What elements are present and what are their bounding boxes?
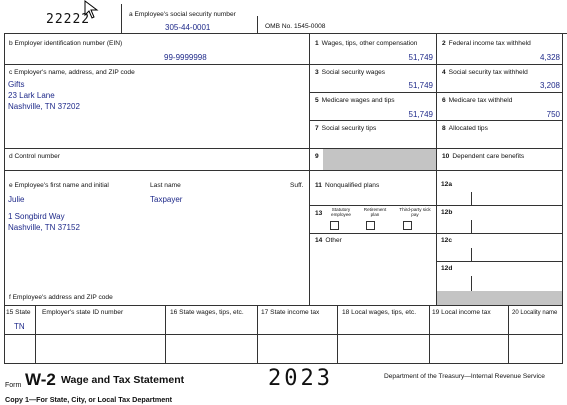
box-5-value[interactable]: 51,749 <box>408 110 433 119</box>
box-11-label: 11 Nonqualified plans <box>315 182 380 189</box>
box-16-label: 16 State wages, tips, etc. <box>170 309 244 316</box>
employer-street[interactable]: 23 Lark Lane <box>8 91 55 100</box>
box-10-label: 10 Dependent care benefits <box>442 153 525 160</box>
box-c-label: c Employer's name, address, and ZIP code <box>9 69 135 76</box>
irs-department: Department of the Treasury—Internal Revenue Service <box>384 373 545 380</box>
state-value[interactable]: TN <box>14 322 25 331</box>
box-12a-label: 12a <box>441 181 453 188</box>
third-party-sick-pay-checkbox[interactable] <box>403 221 412 230</box>
box-e-suff-label: Suff. <box>290 182 304 189</box>
retirement-plan-checkbox[interactable] <box>366 221 375 230</box>
box-8-label: 8 Allocated tips <box>442 125 488 132</box>
box-12-shaded <box>437 291 562 306</box>
box-e-label: e Employee's first name and initial <box>9 182 109 189</box>
box-9-shaded <box>323 149 436 170</box>
sickpay-label: Third-party sick pay <box>399 207 431 217</box>
box-5-label: 5 Medicare wages and tips <box>315 97 395 104</box>
employee-first-name[interactable]: Julie <box>8 195 25 204</box>
box-7-label: 7 Social security tips <box>315 125 377 132</box>
box-3-label: 3 Social security wages <box>315 69 386 76</box>
employee-city[interactable]: Nashville, TN 37152 <box>8 223 80 232</box>
box-15-id-label: Employer's state ID number <box>42 309 124 316</box>
mouse-cursor-icon <box>84 0 100 20</box>
box-1-value[interactable]: 51,749 <box>408 53 433 62</box>
box-2-label: 2 Federal income tax withheld <box>442 40 531 47</box>
box-b-label: b Employer identification number (EIN) <box>9 40 123 47</box>
box-3-value[interactable]: 51,749 <box>408 81 433 90</box>
box-15-state-label: 15 State <box>6 309 31 316</box>
form-title: Wage and Tax Statement <box>61 374 185 386</box>
box-a-value[interactable]: 305-44-0001 <box>165 23 211 32</box>
employee-street[interactable]: 1 Songbird Way <box>8 212 65 221</box>
box-e-last-label: Last name <box>150 182 181 189</box>
tax-year: 2023 <box>268 366 333 391</box>
box-19-label: 19 Local income tax <box>432 309 491 316</box>
box-d-label: d Control number <box>9 153 60 160</box>
box-6-value[interactable]: 750 <box>546 110 560 119</box>
box-14-label: 14 Other <box>315 237 342 244</box>
box-12d-label: 12d <box>441 265 453 272</box>
box-a-label: a Employee's social security number <box>129 11 236 18</box>
employer-name[interactable]: Gifts <box>8 80 25 89</box>
statutory-employee-checkbox[interactable] <box>330 221 339 230</box>
box-9-label: 9 <box>315 153 319 160</box>
box-2-value[interactable]: 4,328 <box>539 53 560 62</box>
retirement-label: Retirement plan <box>363 207 387 217</box>
box-4-value[interactable]: 3,208 <box>539 81 560 90</box>
box-17-label: 17 State income tax <box>261 309 320 316</box>
control-code: 22222 <box>46 12 91 27</box>
box-6-label: 6 Medicare tax withheld <box>442 97 513 104</box>
box-13-label: 13 <box>315 210 323 217</box>
statutory-label: Statutory employee <box>331 207 351 217</box>
box-12b-label: 12b <box>441 209 453 216</box>
box-f-label: f Employee's address and ZIP code <box>9 294 113 301</box>
box-12c-label: 12c <box>441 237 453 244</box>
employee-last-name[interactable]: Taxpayer <box>150 195 183 204</box>
employer-city[interactable]: Nashville, TN 37202 <box>8 102 80 111</box>
form-name: W-2 <box>25 370 56 389</box>
box-18-label: 18 Local wages, tips, etc. <box>342 309 417 316</box>
omb-number: OMB No. 1545-0008 <box>265 23 326 30</box>
copy-label: Copy 1—For State, City, or Local Tax Department <box>5 395 173 404</box>
box-1-label: 1 Wages, tips, other compensation <box>315 40 418 47</box>
box-b-value[interactable]: 99-9999998 <box>164 53 207 62</box>
box-20-label: 20 Locality name <box>512 310 558 316</box>
form-word: Form <box>5 382 22 389</box>
box-4-label: 4 Social security tax withheld <box>442 69 528 76</box>
